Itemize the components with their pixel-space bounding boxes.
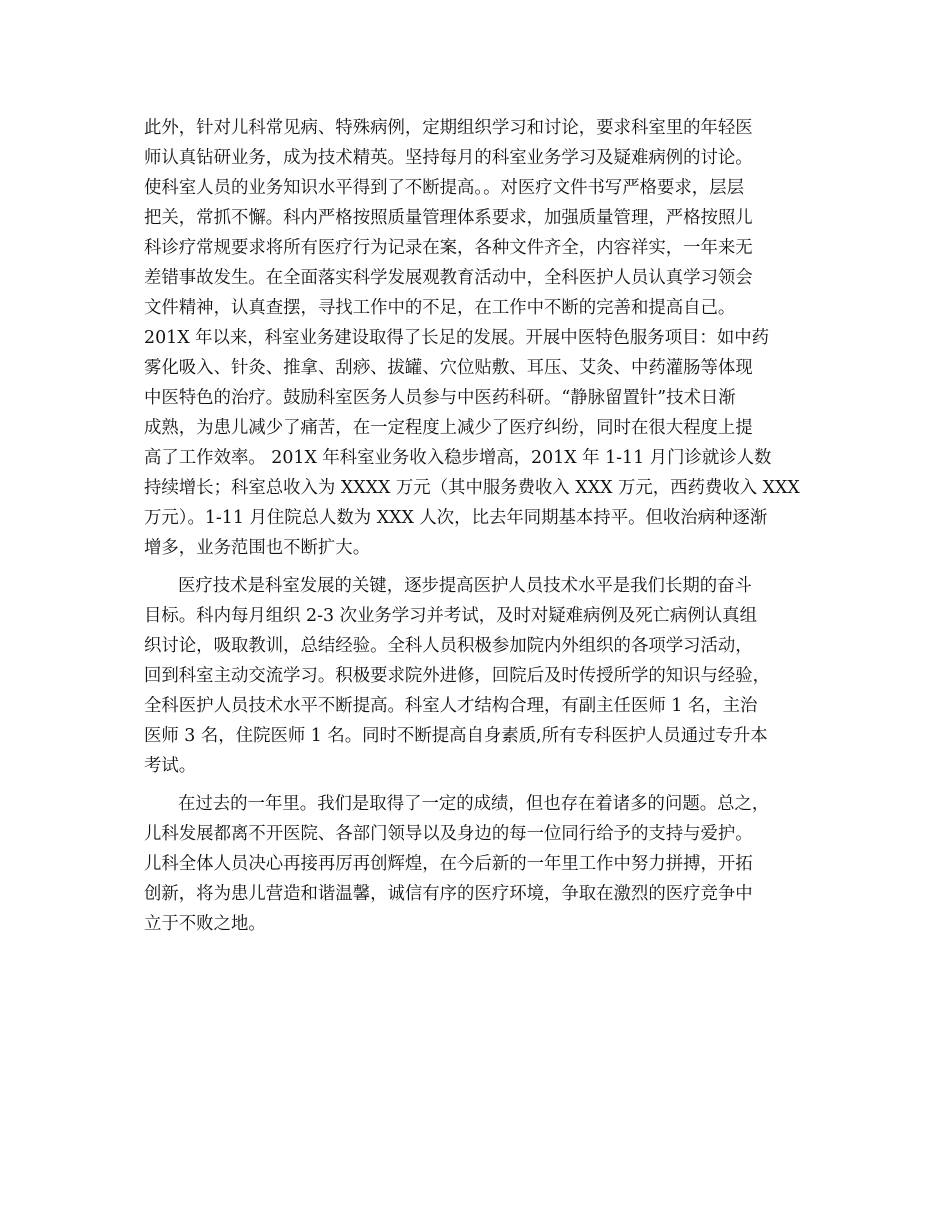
- paragraph-3: [144, 789, 808, 939]
- text-line: 201X 年以来，科室业务建设取得了长足的发展。开展中医特色服务项目：如中药: [144, 328, 769, 348]
- text-line: 创新，将为患儿营造和谐温馨，诚信有序的医疗环境，争取在激烈的医疗竞争中: [144, 884, 753, 904]
- document-body: [144, 113, 808, 939]
- text-line: 此外，针对儿科常见病、特殊病例，定期组织学习和讨论，要求科室里的年轻医: [144, 118, 753, 138]
- text-line: 医疗技术是科室发展的关键，逐步提高医护人员技术水平是我们长期的奋斗: [178, 576, 752, 596]
- text-line: 儿科发展都离不开医院、各部门领导以及身边的每一位同行给予的支持与爱护。: [144, 824, 753, 844]
- text-line: 雾化吸入、针灸、推拿、刮痧、拔罐、穴位贴敷、耳压、艾灸、中药灌肠等体现: [144, 358, 753, 378]
- text-line: 把关，常抓不懈。科内严格按照质量管理体系要求，加强质量管理，严格按照儿: [144, 208, 753, 228]
- text-line: 中医特色的治疗。鼓励科室医务人员参与中医药科研。“静脉留置针”技术日渐: [144, 388, 736, 408]
- paragraph-2: [144, 571, 808, 781]
- text-line: 师认真钻研业务，成为技术精英。坚持每月的科室业务学习及疑难病例的讨论。: [144, 148, 753, 168]
- text-line: 使科室人员的业务知识水平得到了不断提高。。对医疗文件书写严格要求，层层: [144, 178, 744, 198]
- text-line: 目标。科内每月组织 2-3 次业务学习并考试，及时对疑难病例及死亡病例认真组: [144, 606, 757, 626]
- text-line: 全科医护人员技术水平不断提高。科室人才结构合理，有副主任医师 1 名，主治: [144, 696, 758, 716]
- text-line: 高了工作效率。 201X 年科室业务收入稳步增高，201X 年 1-11 月门诊就诊人数: [144, 448, 772, 468]
- text-line: 万元）。1-11 月住院总人数为 XXX 人次，比去年同期基本持平。但收治病种逐渐: [144, 508, 768, 528]
- text-line: 成熟，为患儿减少了痛苦，在一定程度上减少了医疗纠纷，同时在很大程度上提: [144, 418, 753, 438]
- text-line: 织讨论，吸取教训，总结经验。全科人员积极参加院内外组织的各项学习活动，: [144, 636, 753, 656]
- text-line: 医师 3 名，住院医师 1 名。同时不断提高自身素质,所有专科医护人员通过专升本: [144, 726, 768, 746]
- text-line: 差错事故发生。在全面落实科学发展观教育活动中，全科医护人员认真学习领会: [144, 268, 753, 288]
- text-line: 儿科全体人员决心再接再厉再创辉煌，在今后新的一年里工作中努力拼搏，开拓: [144, 854, 753, 874]
- paragraph-1: [144, 113, 808, 563]
- text-line: 持续增长；科室总收入为 XXXX 万元（其中服务费收入 XXX 万元，西药费收入 XXX: [144, 478, 800, 498]
- text-line: 文件精神，认真查摆，寻找工作中的不足，在工作中不断的完善和提高自己。: [144, 298, 736, 318]
- text-line: 在过去的一年里。我们是取得了一定的成绩，但也存在着诸多的问题。总之，: [178, 794, 770, 814]
- text-line: 回到科室主动交流学习。积极要求院外进修，回院后及时传授所学的知识与经验，: [144, 666, 771, 686]
- text-line: 增多，业务范围也不断扩大。: [144, 538, 371, 558]
- text-line: 考试。: [144, 756, 197, 776]
- text-line: 科诊疗常规要求将所有医疗行为记录在案，各种文件齐全，内容祥实，一年来无: [144, 238, 753, 258]
- text-line: 立于不败之地。: [144, 914, 266, 934]
